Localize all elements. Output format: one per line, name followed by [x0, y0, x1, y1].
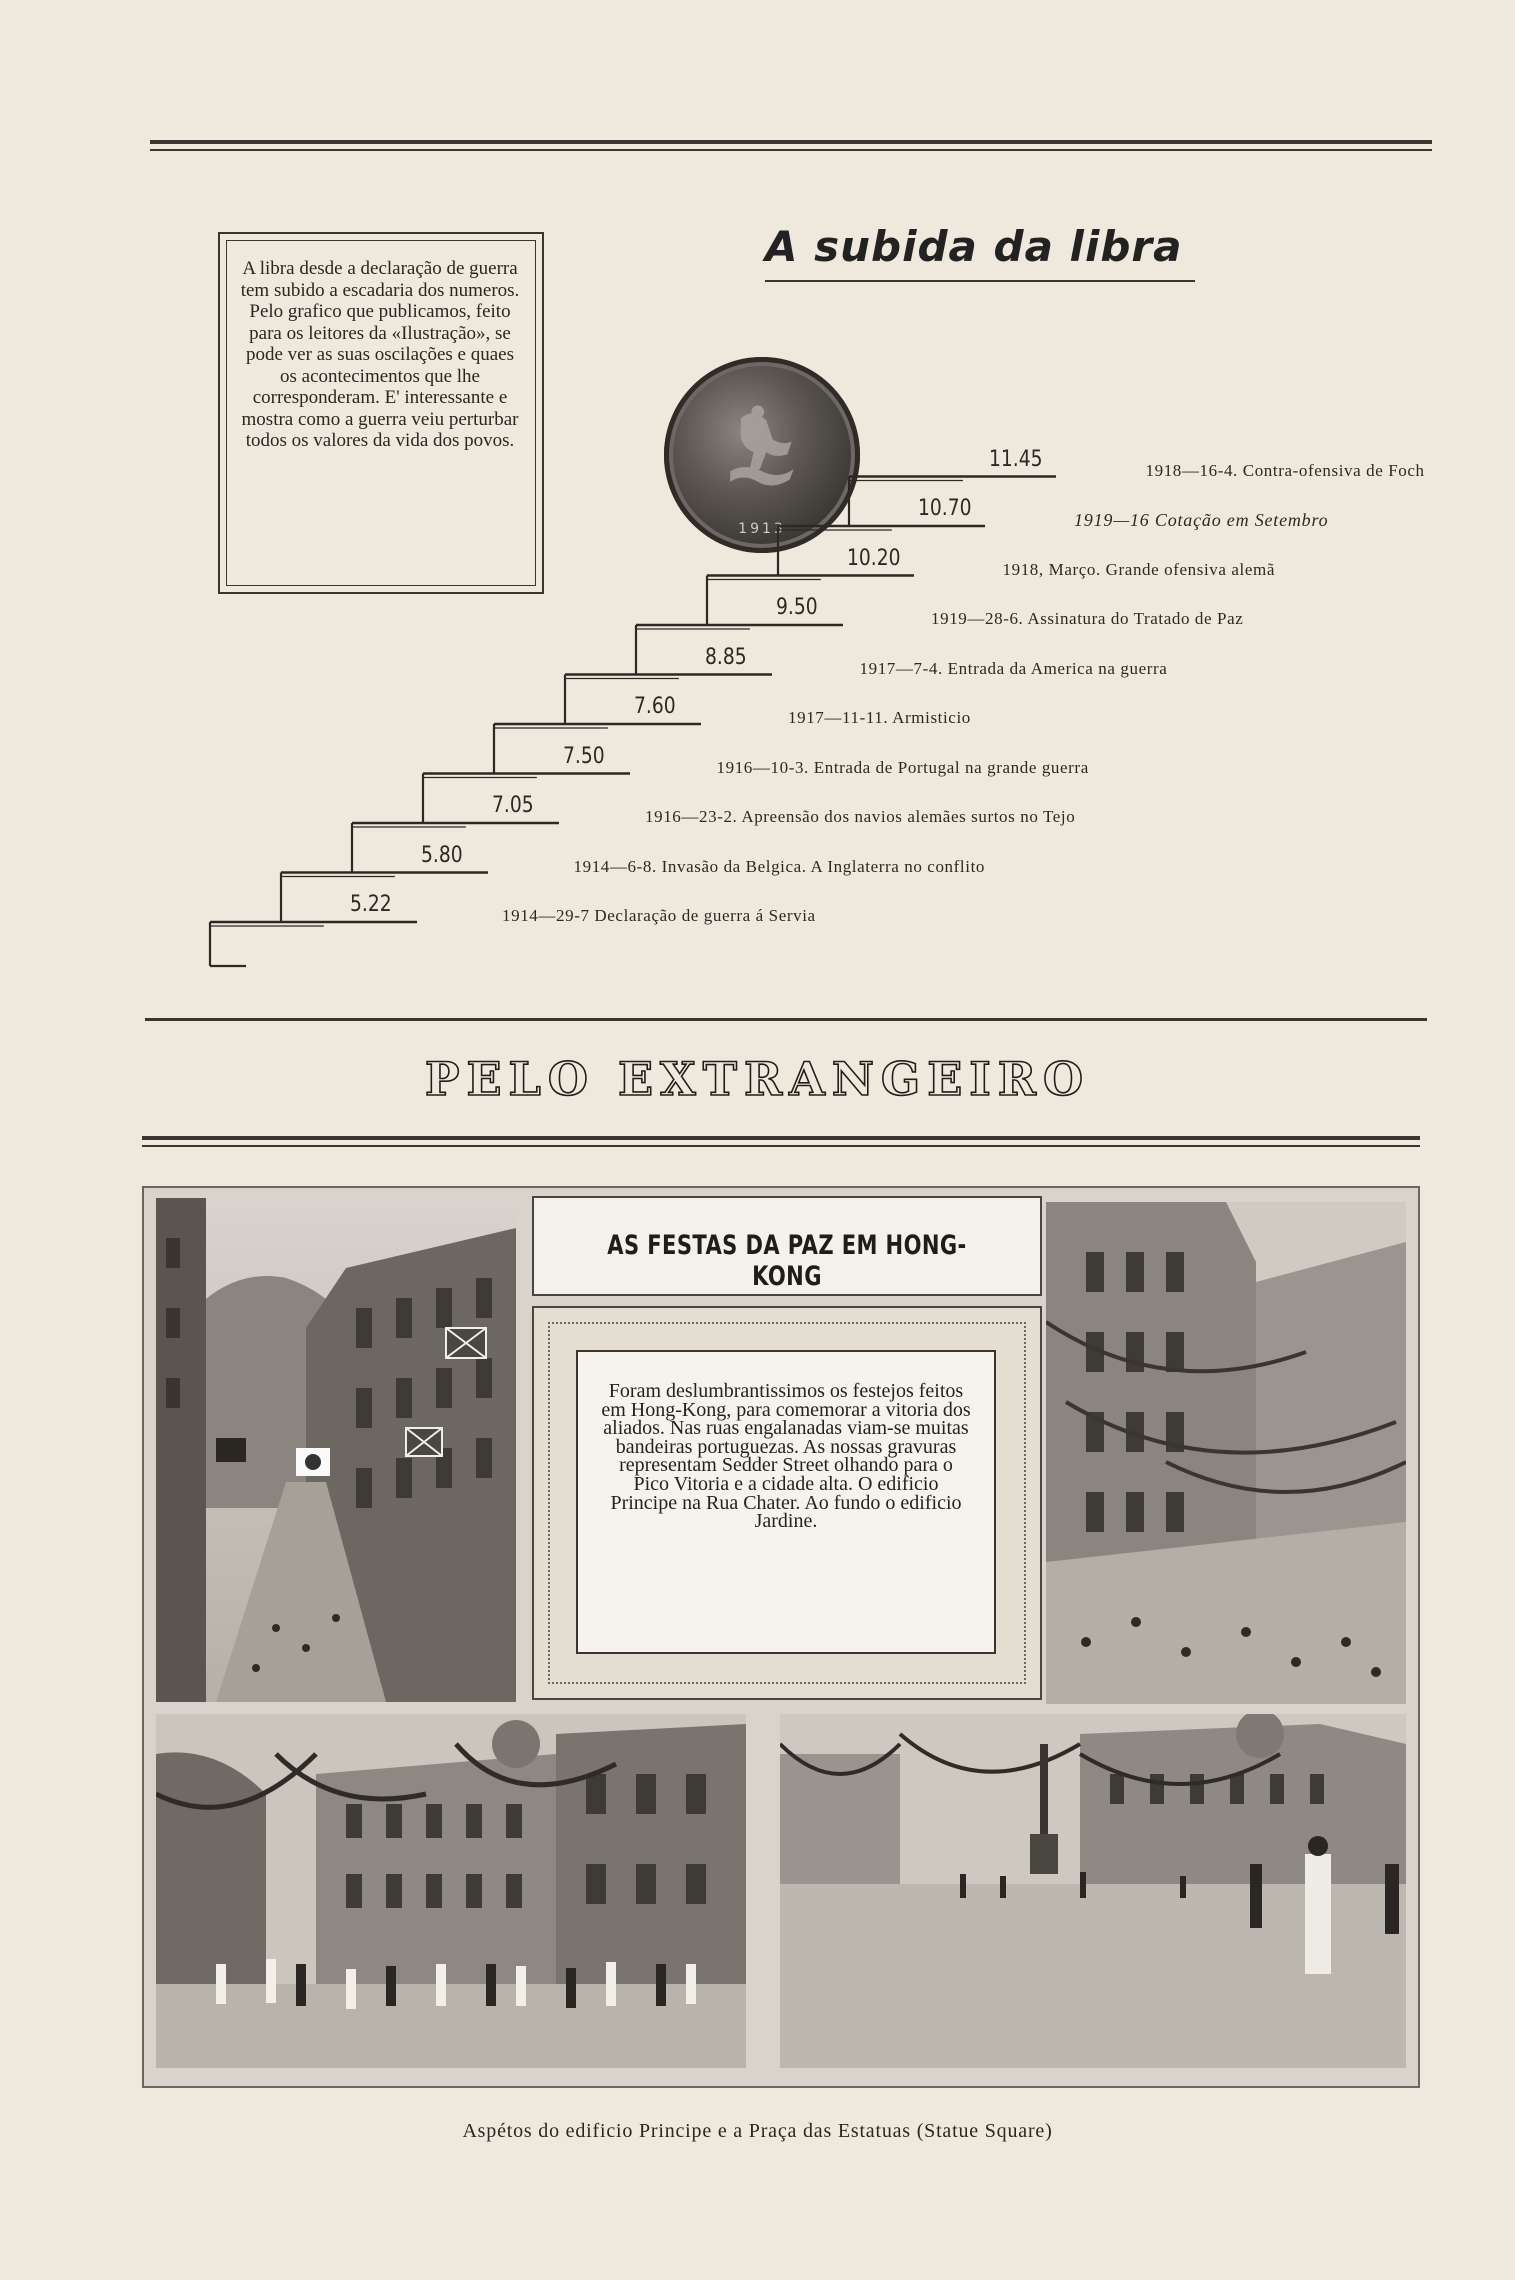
stair-event-label: 1917—7-4. Entrada da America na guerra	[859, 658, 1168, 678]
feature-text-box	[576, 1350, 996, 1654]
photo-caption: Aspétos do edificio Principe e a Praça das Estatuas (Statue Square)	[462, 2120, 1053, 2142]
stair-event-label: 1919—28-6. Assinatura do Tratado de Paz	[931, 609, 1244, 628]
stair-value-label: 10.20	[847, 545, 901, 571]
stair-event-label: 1918, Março. Grande ofensiva alemã	[1002, 559, 1275, 579]
stair-value-label: 7.05	[492, 793, 534, 818]
feature-body: Foram deslumbrantissimos os festejos feitos em Hong-Kong, para comemorar a vitoria dos aliados. Nas ruas engalanadas viam-se muitas bandeiras portuguezas. As nossas gravuras representam Sedder Street olhando para o Pico Vitoria e a cidade alta. O edificio Principe na Rua Chater. Ao fundo o edificio Jardine.	[601, 1380, 971, 1533]
coin-year: 1913	[738, 521, 786, 537]
stair-value-label: 7.60	[634, 694, 676, 719]
section-title-text: PELO EXTRANGEIRO	[424, 1052, 1091, 1106]
photo-statue-square	[780, 1714, 1406, 2068]
stair-value-label: 5.22	[350, 892, 392, 917]
section-rule-bottom-thin	[142, 1145, 1420, 1147]
section-title	[0, 1052, 1515, 1106]
stair-event-label: 1917—11-11. Armisticio	[788, 708, 971, 727]
headline-box	[532, 1196, 1042, 1296]
article-title: A subida da libra	[765, 222, 1183, 271]
photo-chater-road	[156, 1714, 746, 2068]
stair-value-label: 5.80	[421, 842, 463, 868]
stair-value-label: 8.85	[705, 644, 747, 670]
stair-value-label: 9.50	[776, 595, 818, 620]
stair-event-label: 1919—16 Cotação em Setembro	[1074, 510, 1329, 530]
stair-value-label: 10.70	[918, 496, 972, 521]
stair-event-label: 1914—6-8. Invasão da Belgica. A Inglaterra no conflito	[573, 856, 985, 876]
section-rule-top	[145, 1018, 1427, 1021]
staircase-chart	[0, 0, 1515, 1000]
stair-event-label: 1914—29-7 Declaração de guerra á Servia	[502, 906, 816, 925]
photo-sedder-street	[156, 1198, 516, 1702]
stair-value-label: 7.50	[563, 743, 605, 769]
stair-event-label: 1918—16-4. Contra-ofensiva de Foch	[1145, 460, 1425, 480]
stair-value-label: 11.45	[989, 446, 1043, 472]
stair-event-label: 1916—23-2. Apreensão dos navios alemães surtos no Tejo	[645, 807, 1076, 826]
stair-event-label: 1916—10-3. Entrada de Portugal na grande guerra	[716, 757, 1089, 777]
photo-principe-building	[1046, 1202, 1406, 1704]
section-rule-bottom-thick	[142, 1136, 1420, 1140]
feature-headline: AS FESTAS DA PAZ EM HONG-KONG	[607, 1230, 967, 1292]
intro-text: A libra desde a declaração de guerra tem subido a escadaria dos numeros. Pelo grafico que publicamos, feito para os leitores da «Ilustração», se pode ver as suas oscilações e quaes os acontecimentos que lhe corresponderam. E' interessante e mostra como a guerra veiu perturbar todos os valores da vida dos povos.	[240, 258, 520, 451]
